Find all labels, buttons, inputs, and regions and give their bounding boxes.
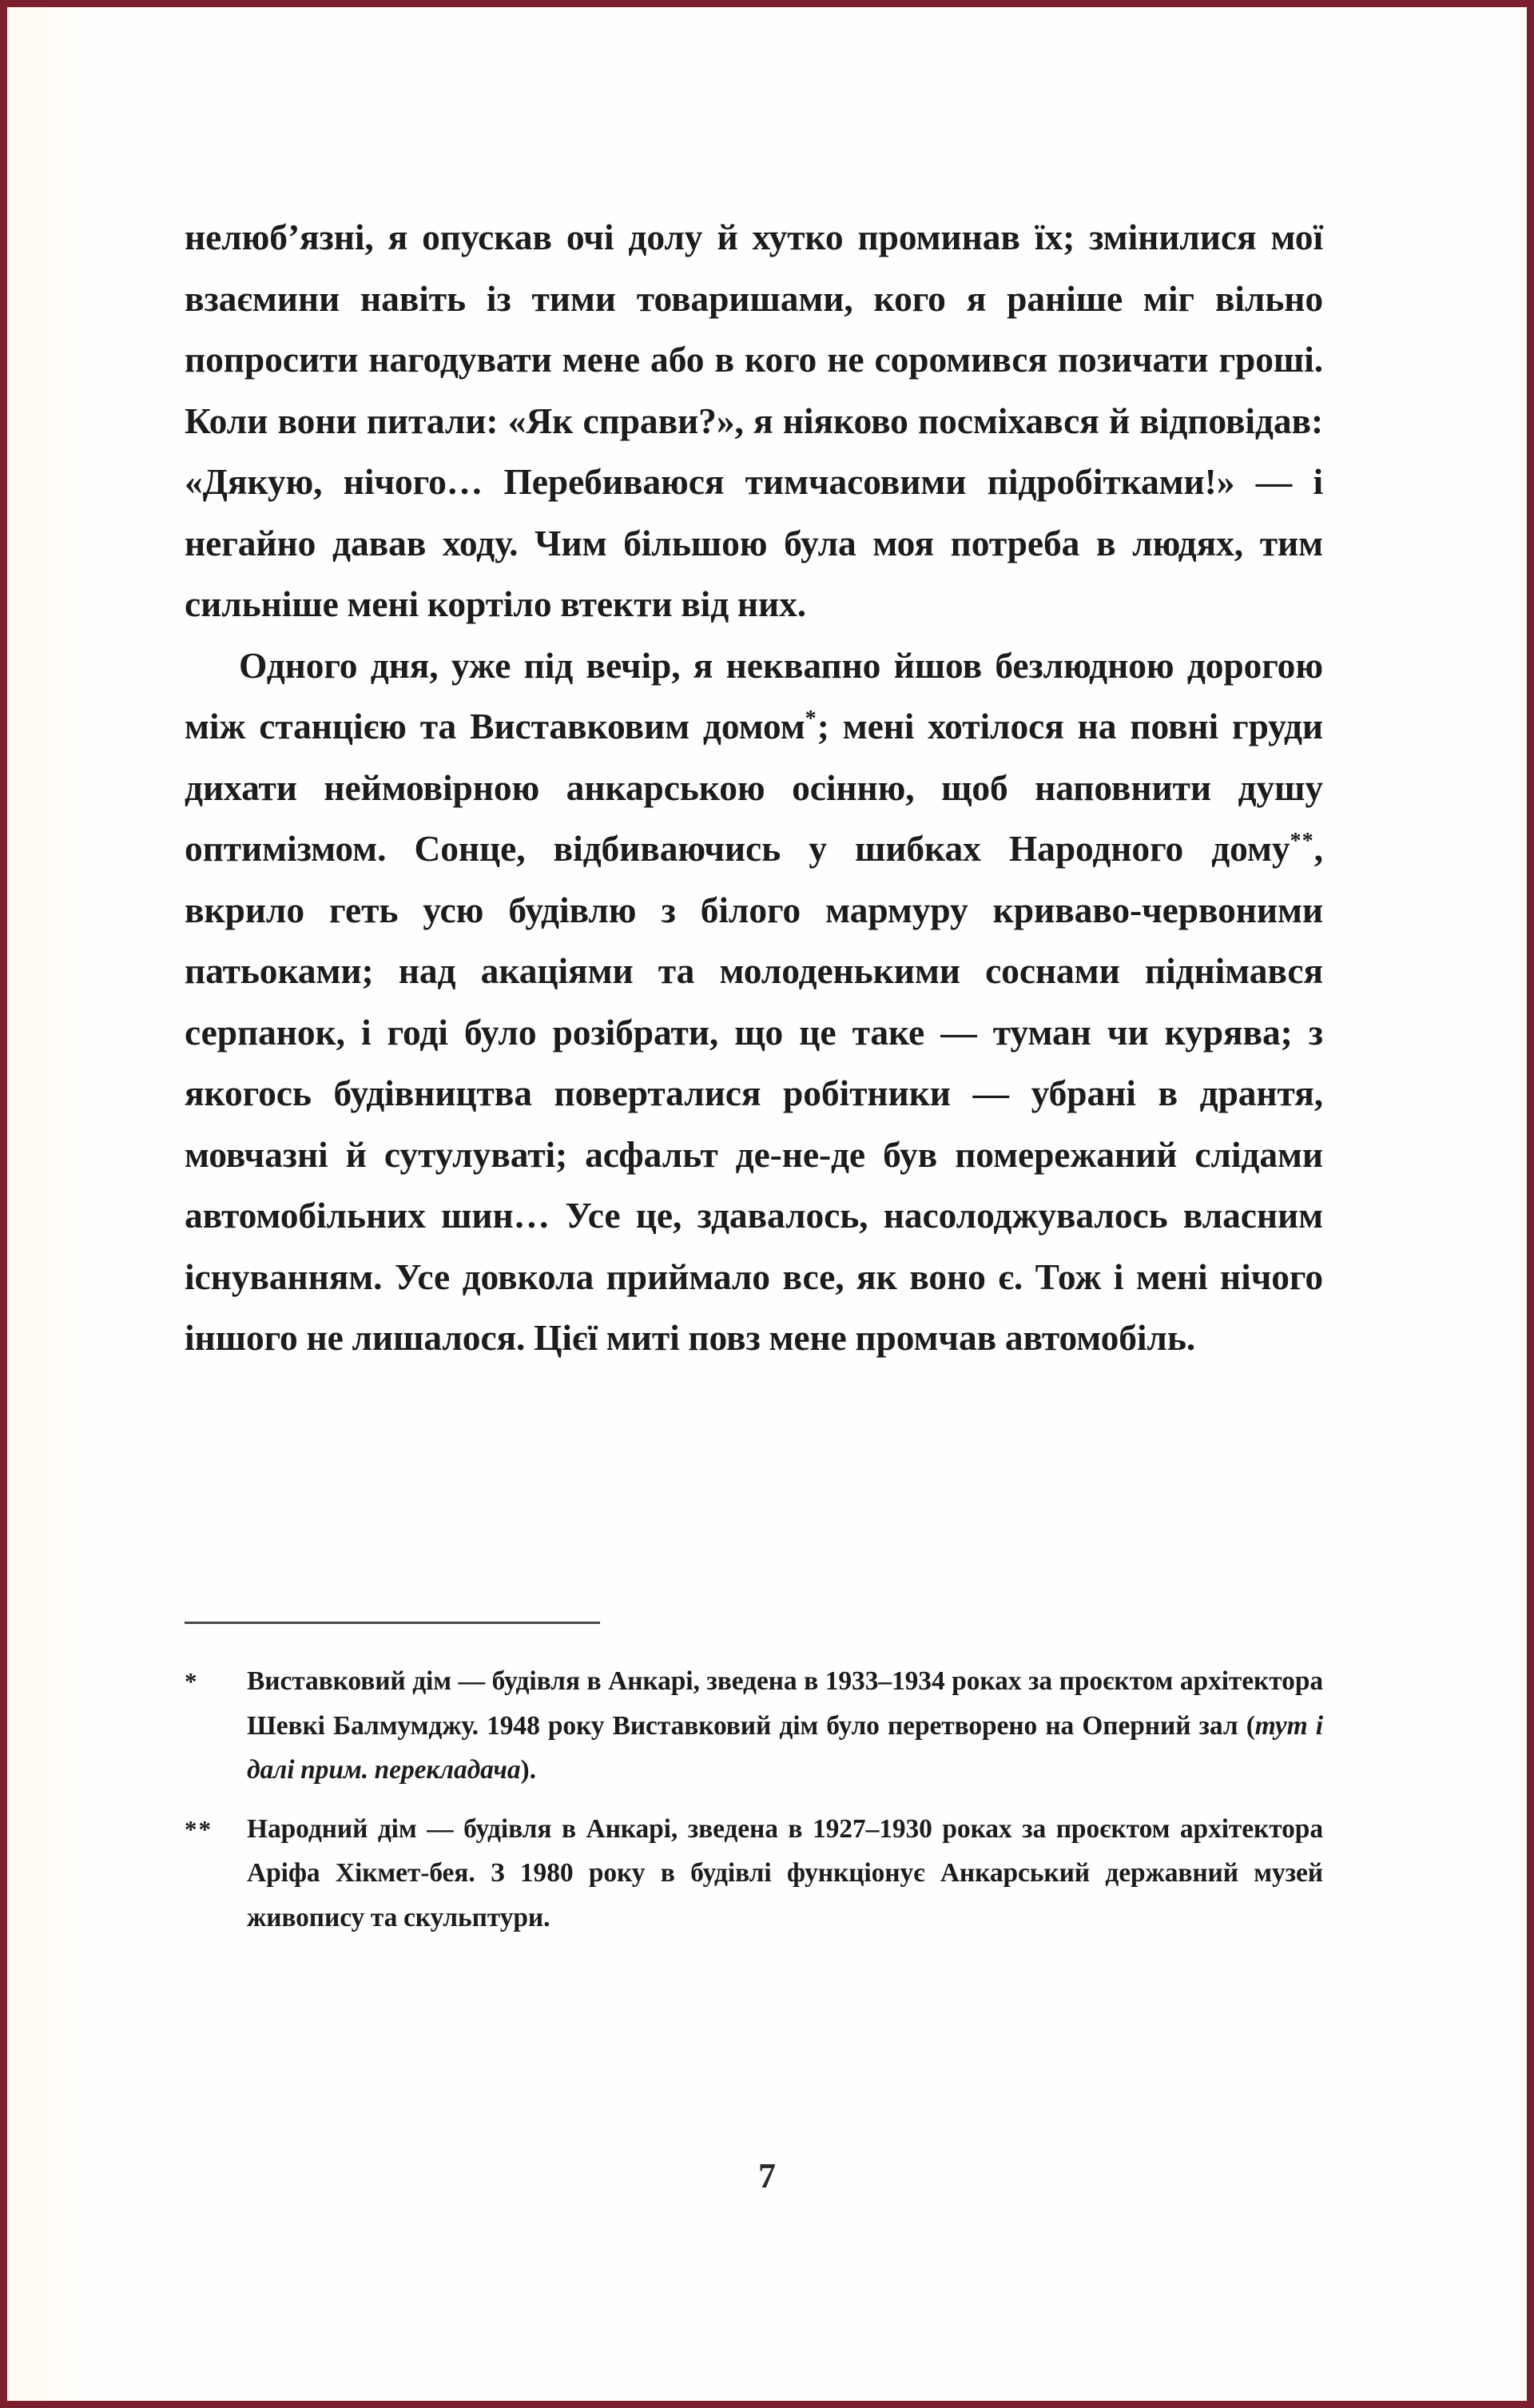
footnote-1-segment-2: ). <box>520 1755 536 1785</box>
body-paragraph-1: нелюб’язні, я опускав очі долу й хутко проминав їх; змінилися мої взаємини навіть із тими товаришами, кого я раніше міг вільно попросити нагодувати мене або в кого не соромився позичати гроші. Коли вони питали: «Як справи?», я ніяково посміхався й відповідав: «Дякую, нічого… Перебиваюся тимчасовими підробітками!» — і негайно давав ходу. Чим більшою була моя потреба в людях, тим сильніше мені кортіло втекти від них. <box>185 217 1323 624</box>
page-surface <box>7 7 1527 2401</box>
footnote-2-segment-1: Народний дім — будівля в Анкарі, зведена в 1927–1930 роках за проєктом архітектора Аріфа Хікмет-бея. З 1980 року в будівлі функціонує Анкарський державний музей живопису та скульптури. <box>247 1813 1323 1932</box>
footnote-ref-2-icon[interactable]: ** <box>1290 828 1314 854</box>
footnote-text <box>247 1807 1323 1940</box>
footnote-marker: * <box>185 1667 199 1695</box>
body-paragraph-2 <box>185 635 1323 1369</box>
footnote-marker: ** <box>185 1814 213 1843</box>
footnote-1-segment-1: Виставковий дім — будівля в Анкарі, зведена в 1933–1934 роках за проєктом архітектора Шевкі Балмумджу. 1948 року Виставковий дім було перетворено на Оперний зал ( <box>247 1666 1323 1741</box>
footnote-1-italic-note: тут і далі прим. перекладача <box>247 1710 1323 1785</box>
footnote-text <box>247 1659 1323 1793</box>
paragraph-2-segment-2: ; мені хотілося на повні груди дихати неймовірною анкарською осінню, щоб наповнити душу оптимізмом. Сонце, відбиваючись у шибках Народного дому <box>185 706 1323 869</box>
paragraph-2-segment-1: Одного дня, уже під вечір, я неквапно йшов безлюдною дорогою між станцією та Виставковим домом <box>185 644 1323 746</box>
footnote-separator-rule <box>185 1622 600 1624</box>
footnote-item <box>185 1807 1323 1940</box>
paragraph-2-segment-3: , вкрило геть усю будівлю з білого мармуру криваво-червоними патьоками; над акаціями та молоденькими соснами піднімався серпанок, і годі було розібрати, що це таке — туман чи курява; з якогось будівництва поверталися робітники — убрані в дрантя, мовчазні й сутулуваті; асфальт де-не-де був помережаний слідами автомобільних шин… Усе це, здавалось, насолоджувалось власним існуванням. Усе довкола приймало все, як воно є. Тож і мені нічого іншого не лишалося. Цієї миті повз мене промчав автомобіль. <box>185 828 1323 1358</box>
footnote-ref-1-icon[interactable]: * <box>805 706 817 731</box>
page-number: 7 <box>758 2156 776 2195</box>
body-text-block <box>185 207 1323 1369</box>
footnote-item <box>185 1659 1323 1793</box>
footnote-block <box>185 1622 1323 1954</box>
